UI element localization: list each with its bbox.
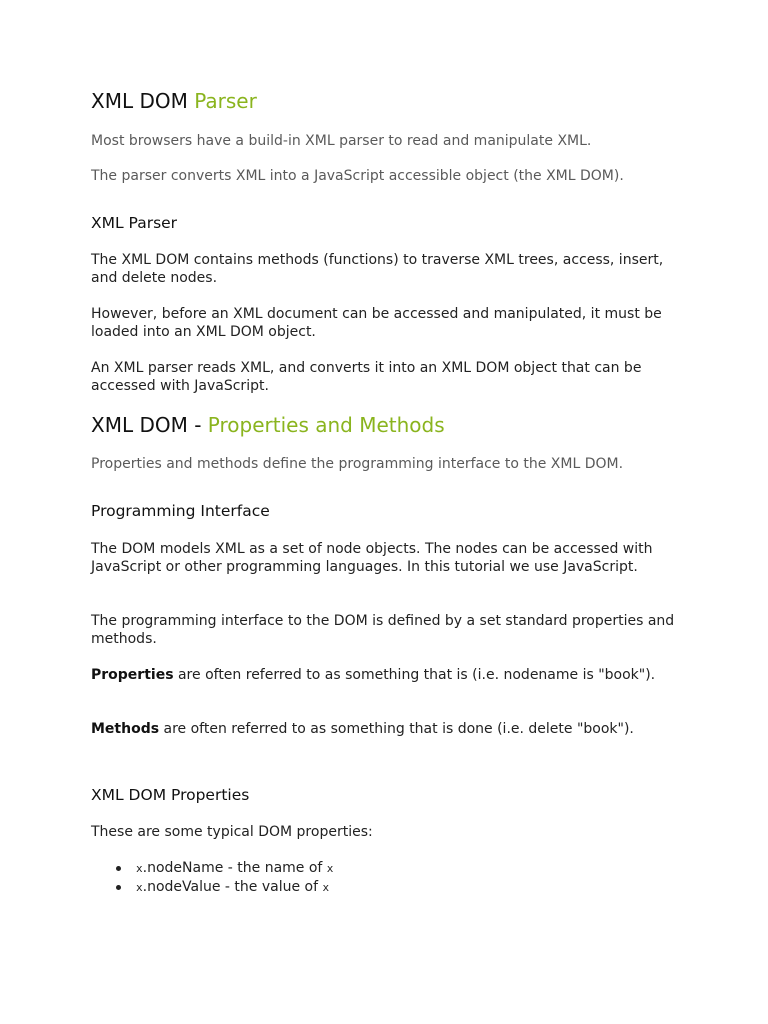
title-accent: Properties and Methods bbox=[207, 413, 445, 437]
heading-xml-parser: XML Parser bbox=[91, 214, 178, 232]
heading-dom-properties: XML DOM Properties bbox=[91, 786, 250, 804]
code-variable: x bbox=[326, 862, 334, 875]
properties-description: are often referred to as something that is (i.e. nodename is "book"). bbox=[173, 667, 656, 683]
properties-list bbox=[91, 859, 333, 897]
dom-properties-intro: These are some typical DOM properties: bbox=[91, 824, 373, 840]
heading-programming-interface: Programming Interface bbox=[91, 502, 270, 520]
interface-paragraph-1: The DOM models XML as a set of node objects. The nodes can be accessed with JavaScript or other programming languages. In this tutorial we use JavaScript. bbox=[91, 541, 653, 575]
parser-paragraph-3: An XML parser reads XML, and converts it into an XML DOM object that can be accessed with JavaScript. bbox=[91, 360, 642, 394]
list-item-text: .nodeValue - the value of bbox=[142, 879, 323, 895]
title-plain: XML DOM - bbox=[91, 413, 208, 437]
parser-paragraph-1: The XML DOM contains methods (functions) to traverse XML trees, access, insert, and delete nodes. bbox=[91, 252, 664, 286]
section-title-parser bbox=[91, 89, 257, 113]
bold-term-methods: Methods bbox=[91, 721, 160, 737]
methods-description: are often referred to as something that is done (i.e. delete "book"). bbox=[159, 721, 634, 737]
bullet-icon bbox=[116, 885, 121, 890]
list-item bbox=[91, 878, 333, 897]
bold-term-properties: Properties bbox=[91, 667, 174, 683]
title-accent: Parser bbox=[194, 89, 257, 113]
bullet-icon bbox=[116, 866, 121, 871]
list-item-text: .nodeName - the name of bbox=[142, 860, 327, 876]
intro-paragraph-2: The parser converts XML into a JavaScript accessible object (the XML DOM). bbox=[91, 168, 624, 184]
section-title-properties-methods bbox=[91, 413, 445, 437]
interface-paragraph-methods bbox=[91, 720, 681, 738]
title-plain: XML DOM bbox=[91, 89, 195, 113]
intro-paragraph-3: Properties and methods define the programming interface to the XML DOM. bbox=[91, 456, 624, 472]
parser-paragraph-2: However, before an XML document can be accessed and manipulated, it must be loaded into an XML DOM object. bbox=[91, 306, 662, 340]
list-item bbox=[91, 859, 333, 878]
interface-paragraph-properties bbox=[91, 666, 681, 684]
intro-paragraph-1: Most browsers have a build-in XML parser to read and manipulate XML. bbox=[91, 133, 592, 149]
code-variable: x bbox=[136, 862, 143, 875]
code-variable: x bbox=[136, 881, 143, 894]
interface-paragraph-2: The programming interface to the DOM is defined by a set standard properties and methods. bbox=[91, 613, 675, 647]
code-variable: x bbox=[322, 881, 330, 894]
